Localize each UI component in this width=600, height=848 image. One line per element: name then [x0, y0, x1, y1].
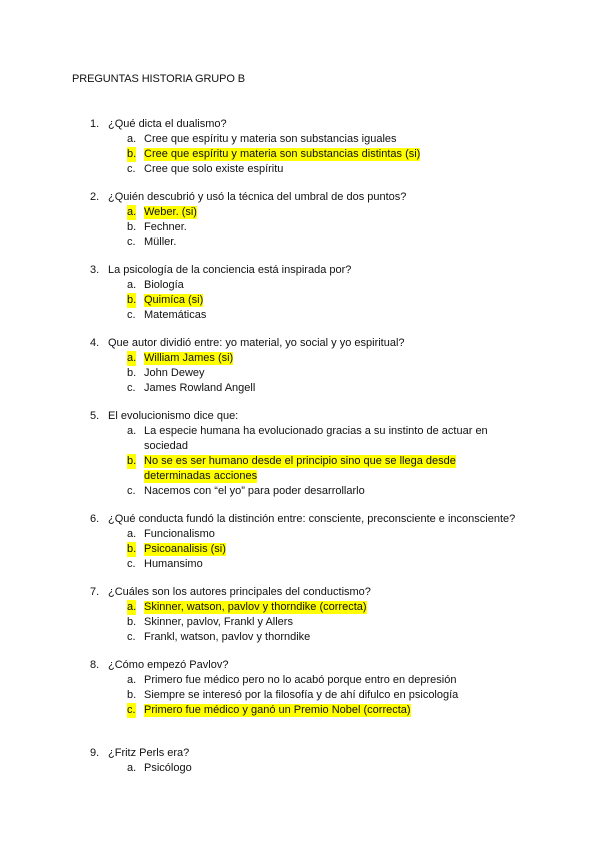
option-letter: a.: [127, 674, 137, 686]
option-c: [0, 630, 600, 645]
question-number: 5.: [90, 410, 100, 422]
option-a: [0, 132, 600, 147]
option-letter: a.: [127, 601, 137, 613]
option-list: [0, 424, 600, 499]
option-letter: a.: [127, 133, 137, 145]
option-text: Skinner, pavlov, Frankl y Allers: [144, 616, 293, 628]
option-list: [0, 761, 600, 776]
option-text: Funcionalismo: [144, 528, 215, 540]
question-number: 4.: [90, 337, 100, 349]
question-text: ¿Qué dicta el dualismo?: [108, 118, 227, 130]
option-letter: c.: [127, 631, 136, 643]
option-letter: b.: [127, 294, 137, 306]
option-letter: c.: [127, 163, 136, 175]
question-text: La psicología de la conciencia está inspirada por?: [108, 264, 352, 276]
option-text: Nacemos con “el yo” para poder desarrollarlo: [144, 485, 365, 497]
option-letter: a.: [127, 206, 137, 218]
option-letter: c.: [127, 485, 136, 497]
option-a: [0, 205, 600, 220]
option-a: [0, 424, 600, 454]
option-text: Siempre se interesó por la filosofía y de ahí difulco en psicología: [144, 689, 459, 701]
option-b: [0, 293, 600, 308]
option-letter: b.: [127, 148, 137, 160]
option-letter: a.: [127, 352, 137, 364]
option-text: Biología: [144, 279, 184, 291]
option-text: Psicólogo: [144, 762, 192, 774]
option-b: [0, 147, 600, 162]
option-text: Cree que espíritu y materia son substancias distintas (si): [144, 148, 421, 160]
option-text: Psicoanalisis (si): [144, 543, 226, 555]
option-text-line-1: La especie humana ha evolucionado gracias a su instinto de actuar en: [144, 425, 488, 437]
option-text: Humansimo: [144, 558, 203, 570]
option-c: [0, 557, 600, 572]
option-text: Fechner.: [144, 221, 187, 233]
option-text: Quimíca (si): [144, 294, 204, 306]
option-b: [0, 220, 600, 235]
document-title: PREGUNTAS HISTORIA GRUPO B: [72, 73, 246, 85]
option-letter: c.: [127, 558, 136, 570]
option-letter: c.: [127, 309, 136, 321]
option-text-line-2: sociedad: [144, 440, 189, 452]
question-text: Que autor dividió entre: yo material, yo social y yo espiritual?: [108, 337, 405, 349]
option-c: [0, 162, 600, 177]
option-b: [0, 454, 600, 484]
question-text: ¿Cuáles son los autores principales del conductismo?: [108, 586, 371, 598]
option-list: [0, 673, 600, 718]
option-letter: c.: [127, 236, 136, 248]
option-text: Weber. (si): [144, 206, 197, 218]
question-number: 7.: [90, 586, 100, 598]
option-letter: a.: [127, 762, 137, 774]
option-b: [0, 688, 600, 703]
option-text-line-2: determinadas acciones: [144, 470, 258, 482]
option-a: [0, 527, 600, 542]
option-letter: c.: [127, 382, 136, 394]
option-list: [0, 132, 600, 177]
option-a: [0, 761, 600, 776]
option-text: Skinner, watson, pavlov y thorndike (correcta): [144, 601, 367, 613]
question-number: 3.: [90, 264, 100, 276]
option-letter: b.: [127, 543, 137, 555]
option-a: [0, 673, 600, 688]
option-c: [0, 308, 600, 323]
option-text: Primero fue médico y ganó un Premio Nobel (correcta): [144, 704, 411, 716]
question-text: ¿Fritz Perls era?: [108, 747, 190, 759]
option-text: Cree que solo existe espíritu: [144, 163, 284, 175]
option-letter: b.: [127, 221, 137, 233]
question-number: 8.: [90, 659, 100, 671]
option-a: [0, 351, 600, 366]
question-text: ¿Cómo empezó Pavlov?: [108, 659, 229, 671]
option-letter: a.: [127, 425, 137, 437]
option-c: [0, 235, 600, 250]
option-letter: a.: [127, 279, 137, 291]
option-text: Cree que espíritu y materia son substancias iguales: [144, 133, 397, 145]
option-list: [0, 527, 600, 572]
question-number: 6.: [90, 513, 100, 525]
option-letter: a.: [127, 528, 137, 540]
option-list: [0, 205, 600, 250]
option-letter: b.: [127, 455, 137, 467]
question-text: El evolucionismo dice que:: [108, 410, 239, 422]
option-list: [0, 278, 600, 323]
option-text: James Rowland Angell: [144, 382, 256, 394]
question-text: ¿Qué conducta fundó la distinción entre: consciente, preconsciente e inconsciente?: [108, 513, 516, 525]
option-c: [0, 703, 600, 718]
option-list: [0, 600, 600, 645]
option-text: John Dewey: [144, 367, 205, 379]
option-b: [0, 366, 600, 381]
question-text: ¿Quién descubrió y usó la técnica del umbral de dos puntos?: [108, 191, 407, 203]
option-c: [0, 484, 600, 499]
option-a: [0, 600, 600, 615]
option-text: Frankl, watson, pavlov y thorndike: [144, 631, 311, 643]
question-number: 9.: [90, 747, 100, 759]
option-text: Matemáticas: [144, 309, 207, 321]
option-text-line-1: No se es ser humano desde el principio sino que se llega desde: [144, 455, 456, 467]
option-a: [0, 278, 600, 293]
question-number: 2.: [90, 191, 100, 203]
option-list: [0, 351, 600, 396]
option-letter: c.: [127, 704, 136, 716]
option-text: William James (si): [144, 352, 234, 364]
option-b: [0, 542, 600, 557]
option-letter: b.: [127, 616, 137, 628]
question-number: 1.: [90, 118, 100, 130]
option-text: Müller.: [144, 236, 177, 248]
option-letter: b.: [127, 689, 137, 701]
option-b: [0, 615, 600, 630]
option-c: [0, 381, 600, 396]
option-text: Primero fue médico pero no lo acabó porque entro en depresión: [144, 674, 457, 686]
option-letter: b.: [127, 367, 137, 379]
